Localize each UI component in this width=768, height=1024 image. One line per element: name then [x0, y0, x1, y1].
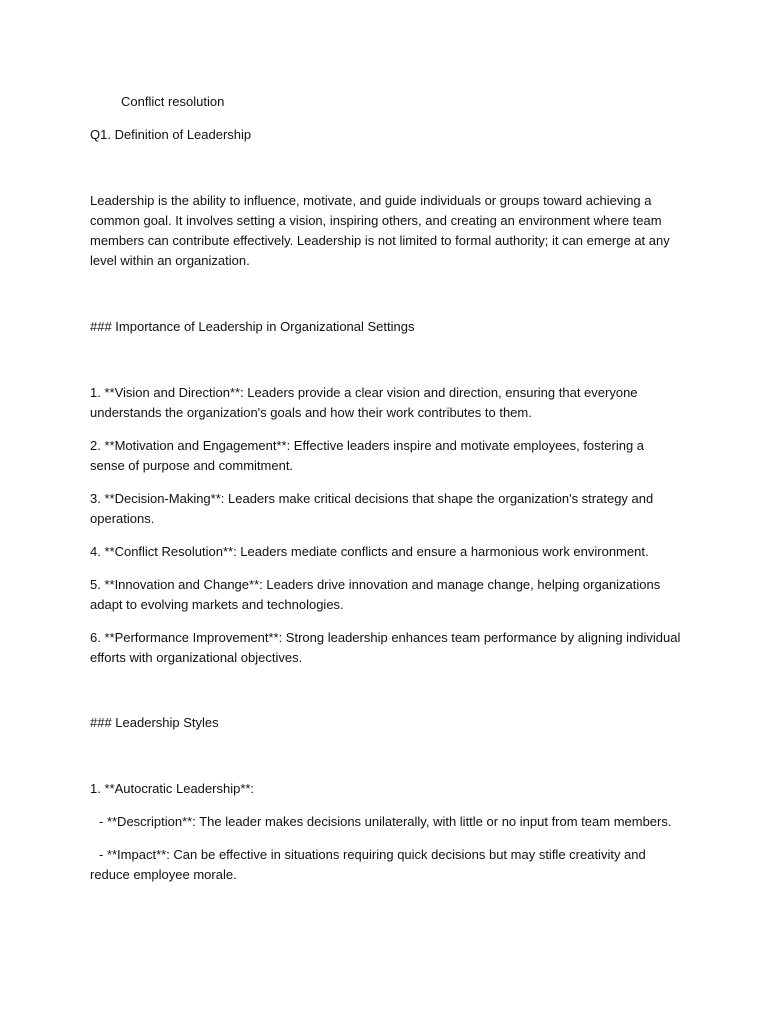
importance-item-performance: 6. **Performance Improvement**: Strong leadership enhances team performance by aligning individual efforts with organizational objectives.: [90, 630, 681, 665]
importance-heading: ### Importance of Leadership in Organizational Settings: [90, 319, 415, 334]
autocratic-description: - **Description**: The leader makes decisions unilaterally, with little or no input from team members.: [99, 814, 672, 829]
importance-item-vision: 1. **Vision and Direction**: Leaders provide a clear vision and direction, ensuring that everyone understands the organization's goals and how their work contributes to them.: [90, 385, 638, 420]
styles-heading: ### Leadership Styles: [90, 715, 219, 730]
importance-item-conflict-resolution: 4. **Conflict Resolution**: Leaders mediate conflicts and ensure a harmonious work environment.: [90, 544, 649, 559]
autocratic-impact: - **Impact**: Can be effective in situations requiring quick decisions but may stifle creativity and reduce employee morale.: [90, 847, 646, 882]
importance-item-decision-making: 3. **Decision-Making**: Leaders make critical decisions that shape the organization's strategy and operations.: [90, 491, 654, 526]
importance-item-innovation: 5. **Innovation and Change**: Leaders drive innovation and manage change, helping organizations adapt to evolving markets and technologies.: [90, 577, 661, 612]
question-heading: Q1. Definition of Leadership: [90, 127, 252, 142]
autocratic-style-title: 1. **Autocratic Leadership**:: [90, 781, 255, 796]
leadership-definition-paragraph: Leadership is the ability to influence, motivate, and guide individuals or groups toward achieving a common goal. It involves setting a vision, inspiring others, and creating an environment where team members can contribute effectively. Leadership is not limited to formal authority; it can emerge at any level within an organization.: [90, 193, 670, 268]
importance-item-motivation: 2. **Motivation and Engagement**: Effective leaders inspire and motivate employees, fostering a sense of purpose and commitment.: [90, 438, 645, 473]
document-title: Conflict resolution: [121, 94, 225, 109]
